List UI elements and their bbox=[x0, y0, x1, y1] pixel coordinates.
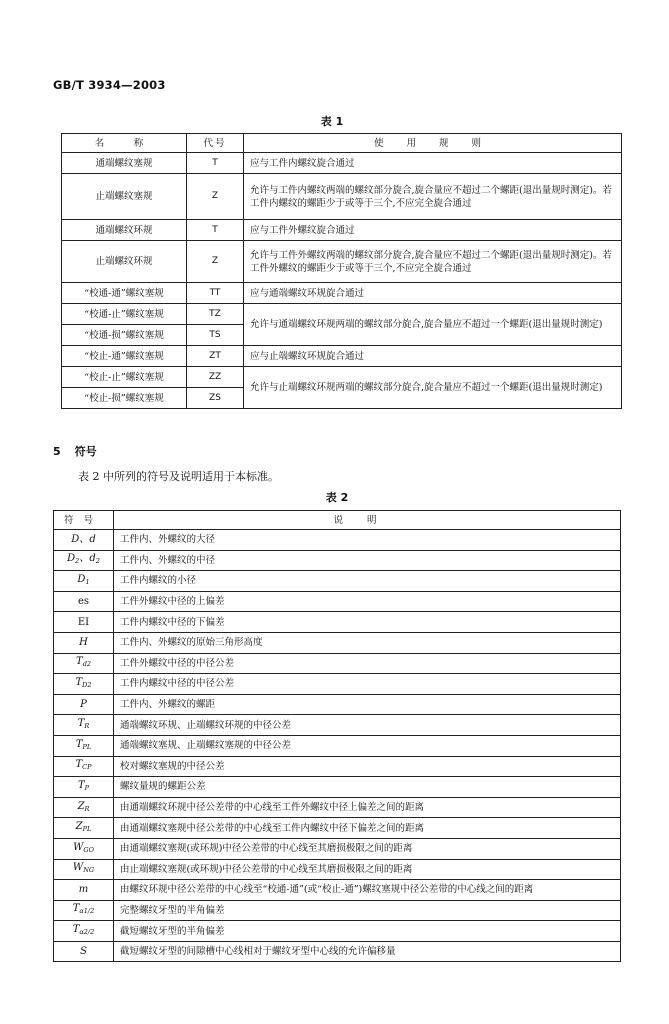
table-row bbox=[54, 818, 621, 839]
name-column-header: 名 称 bbox=[62, 134, 187, 153]
symbol-main: T bbox=[76, 656, 83, 668]
symbol-cell bbox=[54, 838, 114, 859]
usage-rule: 允许与工件内螺纹两端的螺纹部分旋合,旋合量应不超过二个螺距(退出量规时测定)。若工件内螺纹的螺距少于或等于三个,不应完全旋合通过 bbox=[244, 174, 622, 220]
symbol-subscript: 2 bbox=[95, 557, 100, 566]
symbol-cell bbox=[54, 777, 114, 798]
symbol-main: EI bbox=[77, 616, 90, 628]
symbol-description: 由通端螺纹环规中径公差带的中心线至工件外螺纹中径上偏差之间的距离 bbox=[114, 797, 621, 818]
symbol-description: 工件内、外螺纹的大径 bbox=[114, 530, 621, 551]
symbol-main: es bbox=[77, 596, 90, 608]
symbol-subscript: R bbox=[84, 722, 90, 731]
gauge-code: T bbox=[187, 153, 244, 174]
table-row bbox=[54, 859, 621, 880]
symbol-subscript: α2/2 bbox=[79, 928, 95, 937]
symbol-main: S bbox=[80, 946, 87, 958]
symbol-cell bbox=[54, 921, 114, 942]
symbol-table bbox=[53, 510, 621, 962]
table2-header-row bbox=[54, 511, 621, 530]
symbol-description: 截短螺纹牙型的半角偏差 bbox=[114, 921, 621, 942]
gauge-code: TZ bbox=[187, 304, 244, 325]
symbol-subscript: D2 bbox=[82, 680, 92, 689]
symbol-description: 校对螺纹塞规的中径公差 bbox=[114, 756, 621, 777]
symbol-cell bbox=[54, 715, 114, 736]
gauge-code: T bbox=[187, 220, 244, 241]
symbol-main: T bbox=[75, 738, 83, 750]
symbol-description: 工件内螺纹中径的下偏差 bbox=[114, 612, 621, 633]
symbol-cell bbox=[54, 818, 114, 839]
symbol-description: 工件外螺纹中径的中径公差 bbox=[114, 653, 621, 674]
gauge-name: 止端螺纹塞规 bbox=[62, 174, 187, 220]
usage-rule: 允许与通端螺纹环规两端的螺纹部分旋合,旋合量应不超过一个螺距(退出量规时测定) bbox=[244, 304, 622, 346]
symbol-main: W bbox=[73, 841, 84, 853]
table-row bbox=[54, 715, 621, 736]
symbol-main: W bbox=[72, 862, 84, 874]
symbol-main: D bbox=[71, 534, 80, 546]
table-row bbox=[54, 530, 621, 551]
gauge-name: “校通-止”螺纹塞规 bbox=[62, 304, 187, 325]
table-row bbox=[62, 153, 622, 174]
table-row bbox=[62, 241, 622, 283]
gauge-name: 通端螺纹塞规 bbox=[62, 153, 187, 174]
symbol-main: T bbox=[72, 903, 80, 915]
table-row bbox=[62, 174, 622, 220]
symbol-subscript: NG bbox=[83, 866, 95, 875]
table-row bbox=[62, 304, 622, 325]
table-row bbox=[54, 941, 621, 962]
table-row bbox=[54, 880, 621, 901]
gauge-code: ZT bbox=[187, 346, 244, 367]
gauge-name: “校通-损”螺纹塞规 bbox=[62, 325, 187, 346]
symbol-description: 由通端螺纹塞规(或环规)中径公差带的中心线至其磨损极限之间的距离 bbox=[114, 838, 621, 859]
gauge-name: 止端螺纹环规 bbox=[62, 241, 187, 283]
description-column-header: 说明 bbox=[114, 511, 621, 530]
table-row bbox=[54, 900, 621, 921]
symbol-cell bbox=[54, 900, 114, 921]
symbol-cell bbox=[54, 797, 114, 818]
symbol-description: 工件内、外螺纹的中径 bbox=[114, 550, 621, 571]
symbol-description: 工件内、外螺纹的原始三角形高度 bbox=[114, 632, 621, 653]
symbol-cell bbox=[54, 756, 114, 777]
symbol-cell bbox=[54, 653, 114, 674]
symbol-cell bbox=[54, 694, 114, 715]
symbol-cell bbox=[54, 735, 114, 756]
table-row bbox=[54, 674, 621, 695]
symbol-subscript: GO bbox=[83, 845, 94, 854]
usage-rule: 允许与止端螺纹环规两端的螺纹部分旋合,旋合量应不超过一个螺距(退出量规时测定) bbox=[244, 367, 622, 409]
table-row bbox=[54, 777, 621, 798]
table-row bbox=[54, 612, 621, 633]
gauge-name: 通端螺纹环规 bbox=[62, 220, 187, 241]
usage-rule: 允许与工件外螺纹两端的螺纹部分旋合,旋合量应不超过二个螺距(退出量规时测定)。若工件外螺纹的螺距少于或等于三个,不应完全旋合通过 bbox=[244, 241, 622, 283]
table-row bbox=[54, 550, 621, 571]
table-row bbox=[62, 283, 622, 304]
gauge-code: TS bbox=[187, 325, 244, 346]
symbol-main: T bbox=[77, 779, 85, 791]
symbol-description: 工件内螺纹的小径 bbox=[114, 571, 621, 592]
usage-rule: 应与止端螺纹环规旋合通过 bbox=[244, 346, 622, 367]
symbol-cell bbox=[54, 571, 114, 592]
gauge-code: TT bbox=[187, 283, 244, 304]
usage-rule: 应与通端螺纹环规旋合通过 bbox=[244, 283, 622, 304]
symbol-cell bbox=[54, 880, 114, 901]
symbol-description: 工件内螺纹中径的中径公差 bbox=[114, 674, 621, 695]
symbol-main: T bbox=[72, 924, 80, 936]
table-row bbox=[54, 735, 621, 756]
symbol-main: d bbox=[89, 553, 96, 565]
table1-header-row bbox=[62, 134, 622, 153]
symbol-description: 由通端螺纹塞规中径公差带的中心线至工件内螺纹中径下偏差之间的距离 bbox=[114, 818, 621, 839]
gauge-code: Z bbox=[187, 174, 244, 220]
symbol-subscript: R bbox=[84, 804, 90, 813]
symbol-subscript: α1/2 bbox=[79, 907, 95, 916]
symbol-cell bbox=[54, 591, 114, 612]
symbol-separator: 、 bbox=[79, 553, 90, 565]
gauge-code: ZZ bbox=[187, 367, 244, 388]
symbol-main: m bbox=[78, 884, 89, 896]
gauge-name: “校止-损”螺纹塞规 bbox=[62, 388, 187, 409]
table-row bbox=[54, 694, 621, 715]
symbol-cell bbox=[54, 550, 114, 571]
table-row bbox=[54, 838, 621, 859]
table-row bbox=[54, 571, 621, 592]
symbol-subscript: P bbox=[84, 783, 90, 792]
symbol-cell bbox=[54, 674, 114, 695]
table-row bbox=[54, 591, 621, 612]
symbol-description: 通端螺纹环规、止端螺纹环规的中径公差 bbox=[114, 715, 621, 736]
symbol-main: d bbox=[89, 534, 96, 546]
table-row bbox=[54, 921, 621, 942]
section-intro: 表 2 中所列的符号及说明适用于本标准。 bbox=[78, 470, 279, 483]
symbol-description: 完整螺纹牙型的半角偏差 bbox=[114, 900, 621, 921]
symbol-main: D bbox=[67, 553, 76, 565]
section-number: 5 bbox=[53, 445, 61, 458]
symbol-subscript: PL bbox=[82, 825, 92, 834]
symbol-main: H bbox=[79, 637, 88, 649]
symbol-main: T bbox=[75, 676, 83, 688]
table-row bbox=[54, 632, 621, 653]
gauge-name: “校通-通”螺纹塞规 bbox=[62, 283, 187, 304]
symbol-cell bbox=[54, 612, 114, 633]
table-row bbox=[62, 367, 622, 388]
symbol-main: Z bbox=[75, 821, 83, 833]
symbol-separator: 、 bbox=[79, 534, 90, 546]
table-row bbox=[62, 346, 622, 367]
gauge-code-table bbox=[61, 133, 622, 409]
symbol-subscript: 2 bbox=[75, 557, 80, 566]
gauge-name: “校止-止”螺纹塞规 bbox=[62, 367, 187, 388]
table-row bbox=[62, 220, 622, 241]
gauge-code: Z bbox=[187, 241, 244, 283]
symbol-description: 由螺纹环规中径公差带的中心线至“校通-通”(或“校止-通”)螺纹塞规中径公差带的中心线之间的距离 bbox=[114, 880, 621, 901]
standard-code: GB/T 3934—2003 bbox=[53, 78, 166, 92]
section-title: 符号 bbox=[74, 445, 97, 458]
rule-column-header: 使 用 规 则 bbox=[244, 134, 622, 153]
symbol-subscript: PL bbox=[82, 742, 92, 751]
code-column-header: 代号 bbox=[187, 134, 244, 153]
table-row bbox=[54, 756, 621, 777]
symbol-cell bbox=[54, 632, 114, 653]
symbol-description: 由止端螺纹塞规(或环规)中径公差带的中心线至其磨损极限之间的距离 bbox=[114, 859, 621, 880]
usage-rule: 应与工件内螺纹旋合通过 bbox=[244, 153, 622, 174]
gauge-code: ZS bbox=[187, 388, 244, 409]
gauge-name: “校止-通”螺纹塞规 bbox=[62, 346, 187, 367]
symbol-description: 螺纹量规的螺距公差 bbox=[114, 777, 621, 798]
usage-rule: 应与工件外螺纹旋合通过 bbox=[244, 220, 622, 241]
symbol-description: 工件内、外螺纹的螺距 bbox=[114, 694, 621, 715]
symbol-column-header: 符号 bbox=[54, 511, 114, 530]
symbol-description: 通端螺纹塞规、止端螺纹塞规的中径公差 bbox=[114, 735, 621, 756]
symbol-cell bbox=[54, 859, 114, 880]
symbol-description: 工件外螺纹中径的上偏差 bbox=[114, 591, 621, 612]
symbol-main: P bbox=[80, 699, 87, 711]
symbol-main: D bbox=[77, 573, 86, 585]
table2-caption: 表 2 bbox=[325, 491, 349, 504]
symbol-cell bbox=[54, 530, 114, 551]
symbol-main: Z bbox=[77, 800, 85, 812]
table1-caption: 表 1 bbox=[320, 115, 344, 128]
symbol-main: T bbox=[77, 718, 85, 730]
symbol-main: T bbox=[75, 759, 83, 771]
symbol-description: 截短螺纹牙型的间隙槽中心线相对于螺纹牙型中心线的允许偏移量 bbox=[114, 941, 621, 962]
symbol-subscript: 1 bbox=[85, 577, 90, 586]
symbol-subscript: CP bbox=[82, 763, 92, 772]
symbol-subscript: d2 bbox=[82, 660, 91, 669]
table-row bbox=[54, 797, 621, 818]
table-row bbox=[54, 653, 621, 674]
section-heading bbox=[53, 443, 97, 459]
symbol-cell bbox=[54, 941, 114, 962]
